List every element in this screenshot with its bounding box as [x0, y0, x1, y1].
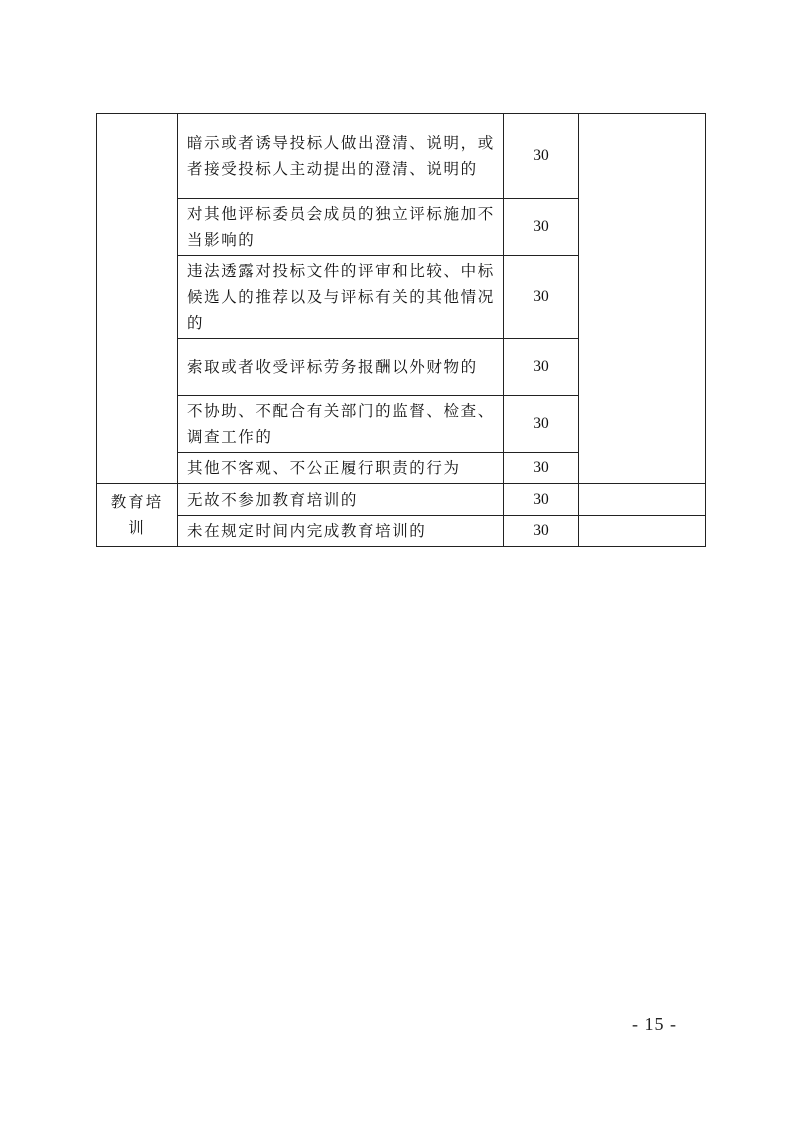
score-cell: 30 — [504, 339, 579, 396]
category-cell-empty — [97, 114, 178, 484]
item-cell: 暗示或者诱导投标人做出澄清、说明，或者接受投标人主动提出的澄清、说明的 — [178, 114, 504, 199]
item-cell: 索取或者收受评标劳务报酬以外财物的 — [178, 339, 504, 396]
table-row — [97, 516, 706, 547]
score-cell: 30 — [504, 199, 579, 256]
note-cell-empty — [579, 114, 706, 484]
page-number: - 15 - — [632, 1014, 677, 1034]
score-cell: 30 — [504, 484, 579, 516]
score-cell: 30 — [504, 256, 579, 339]
item-cell: 对其他评标委员会成员的独立评标施加不当影响的 — [178, 199, 504, 256]
table-row — [97, 114, 706, 199]
item-cell: 不协助、不配合有关部门的监督、检查、调查工作的 — [178, 396, 504, 453]
score-cell: 30 — [504, 396, 579, 453]
scoring-table — [96, 113, 706, 547]
item-cell: 无故不参加教育培训的 — [178, 484, 504, 516]
category-cell: 教育培训 — [97, 484, 178, 547]
item-cell: 违法透露对投标文件的评审和比较、中标候选人的推荐以及与评标有关的其他情况的 — [178, 256, 504, 339]
score-cell: 30 — [504, 453, 579, 484]
item-cell: 未在规定时间内完成教育培训的 — [178, 516, 504, 547]
item-cell: 其他不客观、不公正履行职责的行为 — [178, 453, 504, 484]
table-row — [97, 484, 706, 516]
note-cell-empty — [579, 516, 706, 547]
score-cell: 30 — [504, 114, 579, 199]
score-cell: 30 — [504, 516, 579, 547]
note-cell-empty — [579, 484, 706, 516]
